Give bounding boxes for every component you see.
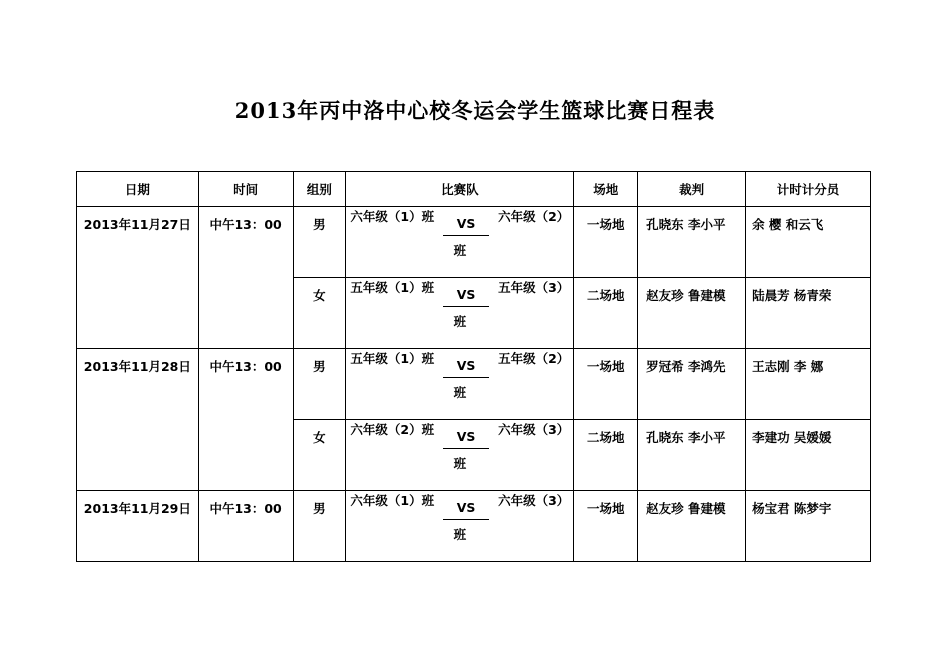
venue-cell: 一场地: [574, 491, 638, 562]
team-a: 六年级（1）班: [350, 209, 435, 224]
team-b-tail: 班: [453, 314, 467, 329]
scorer-cell: 杨宝君 陈梦宇: [746, 491, 871, 562]
venue-cell: 二场地: [574, 420, 638, 491]
header-venue: 场地: [574, 172, 638, 207]
header-time: 时间: [198, 172, 293, 207]
team-b: 六年级（2）: [498, 209, 570, 224]
table-row: [77, 207, 871, 278]
vs-label: VS: [443, 497, 489, 520]
teams-cell: [346, 207, 574, 278]
schedule-table: [76, 171, 871, 562]
referee-cell: 赵友珍 鲁建模: [638, 278, 746, 349]
team-b: 六年级（3）: [498, 493, 570, 508]
scorer-cell: 陆晨芳 杨青荣: [746, 278, 871, 349]
group-cell: 女: [293, 278, 346, 349]
group-cell: 男: [293, 207, 346, 278]
group-cell: 男: [293, 491, 346, 562]
team-b-tail: 班: [453, 527, 467, 542]
header-date: 日期: [77, 172, 199, 207]
referee-cell: 孔晓东 李小平: [638, 207, 746, 278]
teams-cell: [346, 278, 574, 349]
header-teams: 比赛队: [346, 172, 574, 207]
vs-label: VS: [443, 426, 489, 449]
team-b: 五年级（3）: [498, 280, 570, 295]
header-referee: 裁判: [638, 172, 746, 207]
scorer-cell: 余 樱 和云飞: [746, 207, 871, 278]
header-group: 组别: [293, 172, 346, 207]
team-a: 六年级（2）班: [350, 422, 435, 437]
table-row: [77, 491, 871, 562]
scorer-cell: 李建功 吴媛媛: [746, 420, 871, 491]
teams-cell: [346, 491, 574, 562]
team-a: 五年级（1）班: [350, 351, 435, 366]
group-cell: 男: [293, 349, 346, 420]
table-row: [77, 349, 871, 420]
vs-label: VS: [443, 355, 489, 378]
team-b: 五年级（2）: [498, 351, 570, 366]
referee-cell: 孔晓东 李小平: [638, 420, 746, 491]
team-b-tail: 班: [453, 385, 467, 400]
teams-cell: [346, 420, 574, 491]
time-cell: 中午13：00: [198, 349, 293, 491]
team-a: 五年级（1）班: [350, 280, 435, 295]
vs-label: VS: [443, 213, 489, 236]
venue-cell: 一场地: [574, 349, 638, 420]
team-b-tail: 班: [453, 243, 467, 258]
date-cell: 2013年11月29日: [77, 491, 199, 562]
header-scorer: 计时计分员: [746, 172, 871, 207]
scorer-cell: 王志刚 李 娜: [746, 349, 871, 420]
vs-label: VS: [443, 284, 489, 307]
team-a: 六年级（1）班: [350, 493, 435, 508]
venue-cell: 二场地: [574, 278, 638, 349]
referee-cell: 赵友珍 鲁建模: [638, 491, 746, 562]
teams-cell: [346, 349, 574, 420]
venue-cell: 一场地: [574, 207, 638, 278]
date-cell: 2013年11月27日: [77, 207, 199, 349]
date-cell: 2013年11月28日: [77, 349, 199, 491]
team-b-tail: 班: [453, 456, 467, 471]
time-cell: 中午13：00: [198, 207, 293, 349]
group-cell: 女: [293, 420, 346, 491]
time-cell: 中午13：00: [198, 491, 293, 562]
referee-cell: 罗冠希 李鸿先: [638, 349, 746, 420]
team-b: 六年级（3）: [498, 422, 570, 437]
page-title: 2013年丙中洛中心校冬运会学生篮球比赛日程表: [234, 98, 716, 123]
